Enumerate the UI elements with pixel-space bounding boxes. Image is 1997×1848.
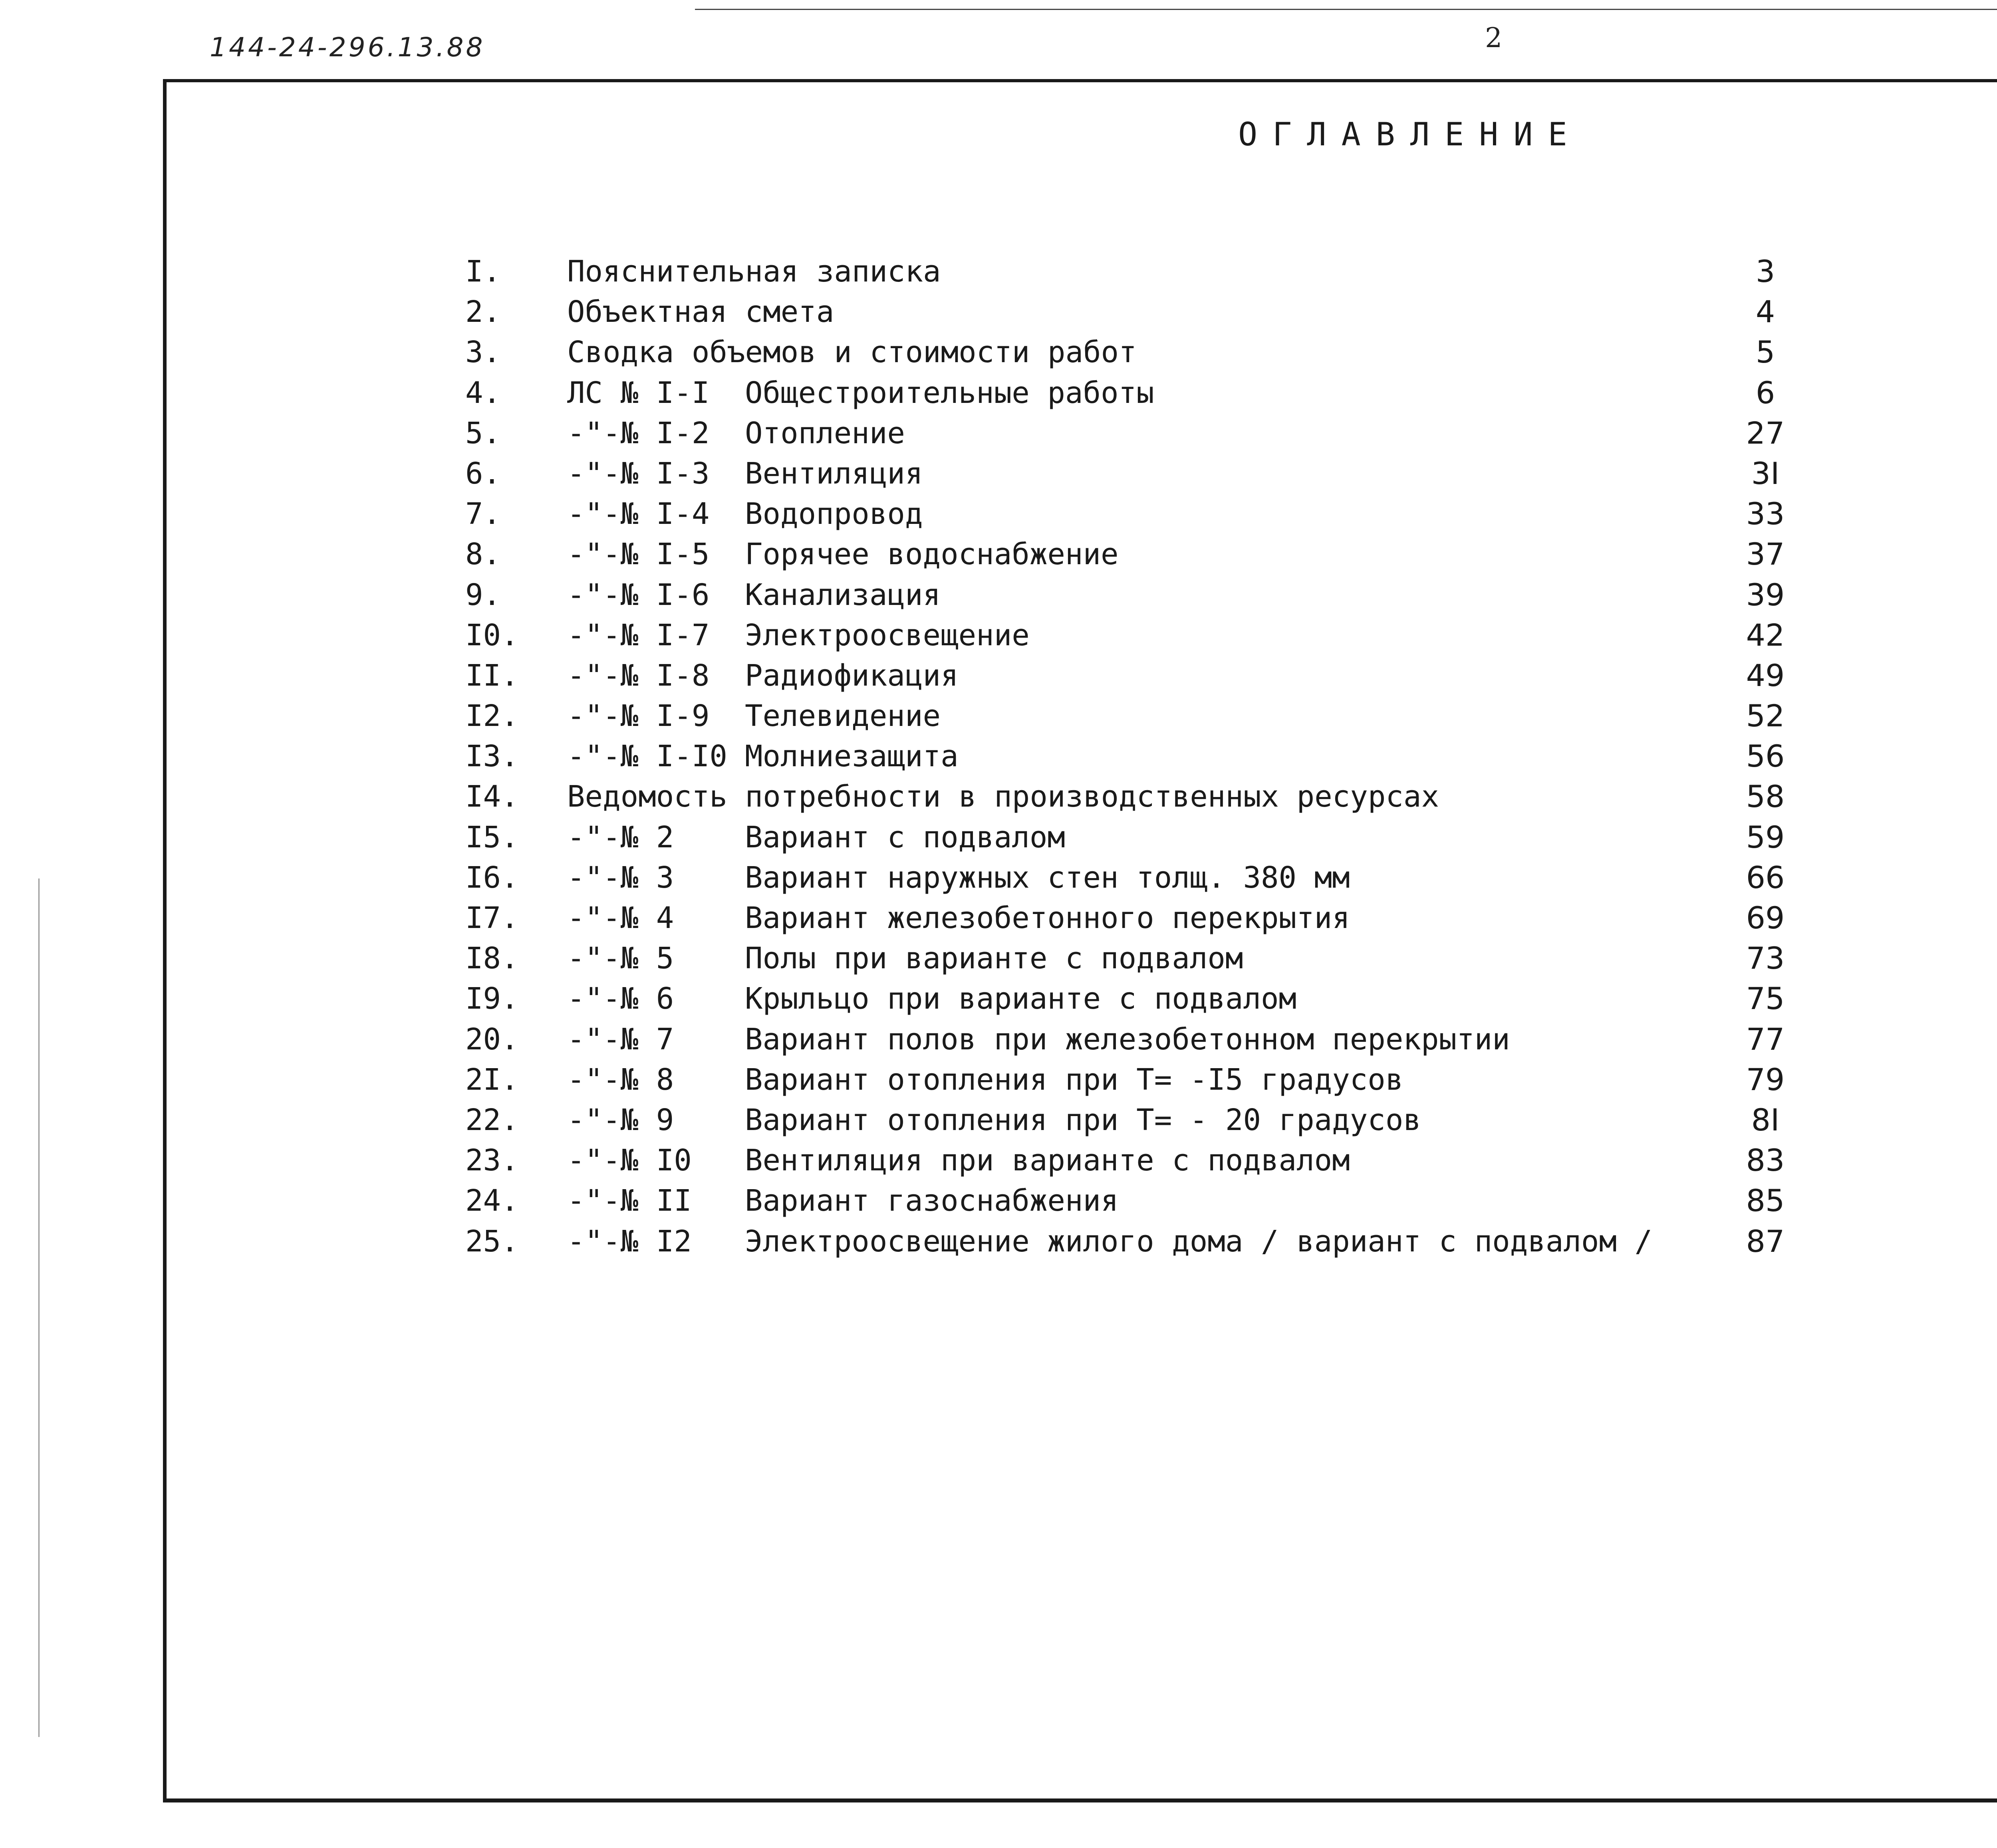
toc-entry-number: I8. [465,941,519,976]
toc-entry [0,454,1997,494]
toc-entry-estimate-ref: -"-№ 7 [567,1022,674,1057]
toc-entry-page: 6 [1755,375,1775,410]
toc-entry-estimate-ref: -"-№ 3 [567,860,674,895]
toc-entry-number: 25. [465,1224,519,1259]
toc-entry-number: 8. [465,537,501,572]
toc-entry [0,656,1997,696]
toc-entry-title: Полы при варианте с подвалом [745,941,1243,976]
toc-entry-estimate-ref: -"-№ 4 [567,901,674,935]
toc-entry-number: 2I. [465,1062,519,1097]
toc-entry-title: Ведомость потребности в производственных ресурсах [567,779,1439,814]
toc-entry-title: Молниезащита [745,739,959,774]
toc-entry-estimate-ref: -"-№ I-2 [567,416,710,450]
toc-entry-estimate-ref: -"-№ I-5 [567,537,710,572]
toc-entry-page: 79 [1746,1061,1785,1097]
toc-entry-title: Объектная смета [567,295,834,329]
toc-entry-number: I6. [465,860,519,895]
toc-entry [0,898,1997,938]
toc-entry [0,1181,1997,1221]
toc-entry-number: 9. [465,577,501,612]
toc-entry-estimate-ref: -"-№ I-3 [567,456,710,491]
toc-entry [0,1140,1997,1181]
toc-entry [0,938,1997,979]
toc-entry-title: Вариант железобетонного перекрытия [745,901,1350,935]
toc-entry-number: 3. [465,335,501,370]
toc-entry-title: Радиофикация [745,658,959,693]
toc-entry-title: Горячее водоснабжение [745,537,1119,572]
toc-entry-page: 4 [1755,294,1775,330]
toc-entry-page: 8I [1751,1102,1780,1138]
toc-entry-number: 20. [465,1022,519,1057]
toc-entry-page: 58 [1746,779,1785,815]
toc-entry-page: 39 [1746,577,1785,613]
toc-entry [0,696,1997,736]
toc-entry-title: Телевидение [745,699,941,734]
toc-entry-title: Электроосвещение [745,618,1030,652]
toc-entry [0,534,1997,575]
toc-entry-number: II. [465,658,519,693]
toc-entry-estimate-ref: -"-№ I-8 [567,658,710,693]
toc-entry [0,332,1997,373]
table-of-contents [0,252,1997,1262]
toc-entry-page: 85 [1746,1183,1785,1219]
toc-entry [0,858,1997,898]
toc-entry-number: I2. [465,699,519,734]
toc-entry [0,1019,1997,1060]
toc-entry-page: 73 [1746,940,1785,976]
toc-entry-title: Вариант отопления при Т= - 20 градусов [745,1102,1421,1137]
toc-entry [0,575,1997,615]
toc-entry-title: Вариант наружных стен толщ. 380 мм [745,860,1350,895]
top-rule [695,9,1997,10]
toc-entry [0,817,1997,858]
toc-entry-estimate-ref: -"-№ 9 [567,1102,674,1137]
toc-entry-number: I4. [465,779,519,814]
toc-entry-page: 56 [1746,738,1785,774]
toc-entry-page: 37 [1746,536,1785,572]
page-number: 2 [1485,22,1503,54]
toc-entry-estimate-ref: -"-№ I-4 [567,497,710,531]
toc-entry-page: 3I [1751,455,1780,491]
toc-entry-title: Крыльцо при варианте с подвалом [745,982,1297,1016]
toc-entry [0,252,1997,292]
toc-entry-estimate-ref: -"-№ I0 [567,1143,692,1178]
toc-entry-page: 42 [1746,617,1785,653]
toc-entry-number: 22. [465,1102,519,1137]
toc-entry-number: 2. [465,295,501,329]
toc-entry-page: 66 [1746,859,1785,895]
toc-entry-title: Вариант отопления при Т= -I5 градусов [745,1062,1403,1097]
toc-entry-title: Вариант с подвалом [745,820,1065,855]
toc-entry [0,736,1997,777]
toc-entry-estimate-ref: -"-№ I-9 [567,699,710,734]
toc-entry-title: Отопление [745,416,905,450]
toc-entry [0,979,1997,1019]
toc-entry-page: 87 [1746,1223,1785,1259]
toc-entry-number: I. [465,254,501,289]
toc-entry-number: 4. [465,375,501,410]
toc-entry-number: I9. [465,982,519,1016]
toc-entry [0,494,1997,534]
toc-entry-number: I0. [465,618,519,652]
toc-entry-estimate-ref: -"-№ 6 [567,982,674,1016]
toc-entry [0,1100,1997,1140]
toc-entry-title: Общестроительные работы [745,375,1154,410]
toc-entry-estimate-ref: -"-№ I2 [567,1224,692,1259]
toc-entry-page: 75 [1746,981,1785,1017]
toc-entry [0,292,1997,332]
toc-entry-page: 77 [1746,1021,1785,1057]
toc-entry-number: I3. [465,739,519,774]
toc-entry-number: 23. [465,1143,519,1178]
toc-entry-title: Вариант полов при железобетонном перекрытии [745,1022,1510,1057]
toc-entry-page: 83 [1746,1142,1785,1178]
toc-entry-number: 24. [465,1184,519,1218]
toc-entry [0,373,1997,413]
toc-entry-page: 52 [1746,698,1785,734]
toc-entry-estimate-ref: -"-№ 8 [567,1062,674,1097]
toc-entry-page: 59 [1746,819,1785,855]
toc-entry-number: 5. [465,416,501,450]
toc-entry-page: 27 [1746,415,1785,451]
toc-entry-estimate-ref: -"-№ 2 [567,820,674,855]
toc-entry-page: 69 [1746,900,1785,936]
toc-entry-page: 5 [1755,334,1775,370]
toc-entry-estimate-ref: -"-№ II [567,1184,692,1218]
toc-entry-page: 33 [1746,496,1785,532]
toc-entry-page: 3 [1755,254,1775,289]
toc-entry [0,777,1997,817]
toc-entry-title: Электроосвещение жилого дома / вариант с подвалом / [745,1224,1653,1259]
page-title: ОГЛАВЛЕНИЕ [1238,116,1582,153]
toc-entry-title: Сводка объемов и стоимости работ [567,335,1137,370]
toc-entry-page: 49 [1746,657,1785,693]
toc-entry-title: Вентиляция [745,456,923,491]
toc-entry-title: Канализация [745,577,941,612]
toc-entry-estimate-ref: -"-№ 5 [567,941,674,976]
toc-entry [0,413,1997,454]
toc-entry [0,615,1997,656]
toc-entry-estimate-ref: ЛС № I-I [567,375,710,410]
toc-entry-estimate-ref: -"-№ I-7 [567,618,710,652]
toc-entry-title: Пояснительная записка [567,254,941,289]
toc-entry [0,1060,1997,1100]
toc-entry-title: Водопровод [745,497,923,531]
document-code: 144-24-296.13.88 [210,32,485,63]
toc-entry [0,1221,1997,1262]
toc-entry-number: 7. [465,497,501,531]
toc-entry-estimate-ref: -"-№ I-6 [567,577,710,612]
toc-entry-title: Вентиляция при варианте с подвалом [745,1143,1350,1178]
toc-entry-number: I7. [465,901,519,935]
toc-entry-number: I5. [465,820,519,855]
toc-entry-estimate-ref: -"-№ I-I0 [567,739,727,774]
toc-entry-number: 6. [465,456,501,491]
toc-entry-title: Вариант газоснабжения [745,1184,1119,1218]
